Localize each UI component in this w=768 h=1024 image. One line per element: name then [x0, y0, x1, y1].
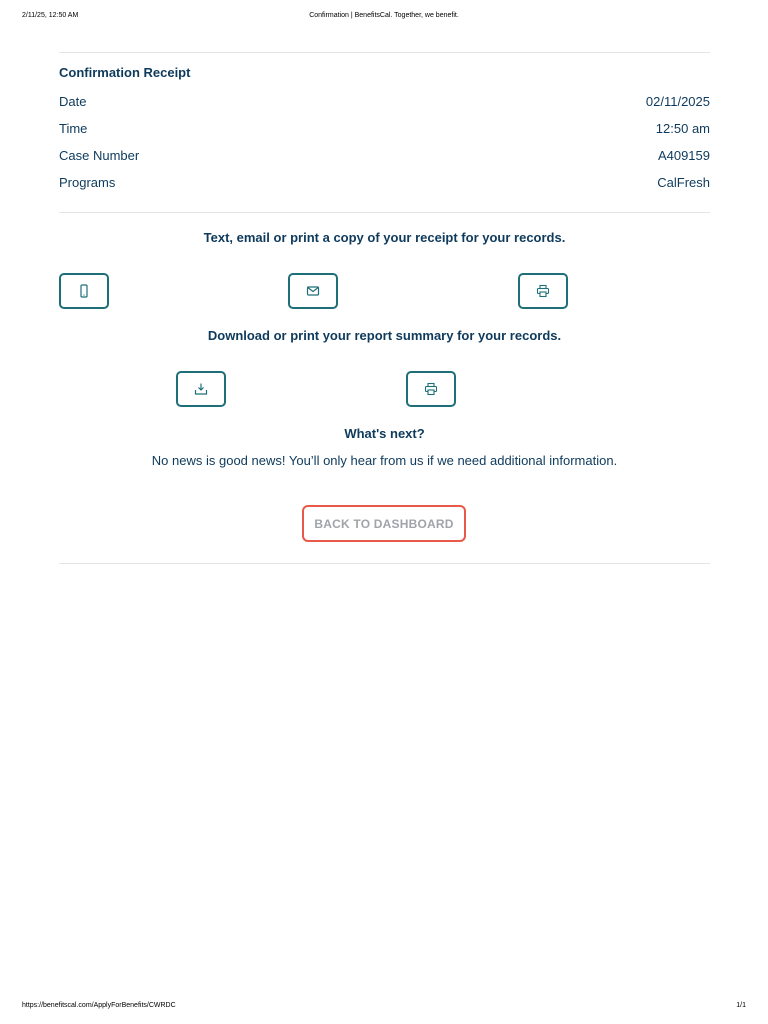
- print-summary-button[interactable]: [406, 371, 456, 407]
- top-divider: [59, 52, 710, 53]
- receipt-label: Programs: [59, 175, 116, 190]
- report-summary-heading: Download or print your report summary for your records.: [207, 328, 562, 343]
- receipt-label: Date: [59, 94, 87, 109]
- receipt-value: 12:50 am: [655, 121, 710, 136]
- whats-next-text: No news is good news! You’ll only hear from us if we need additional information.: [151, 453, 618, 468]
- print-datetime: 2/11/25, 12:50 AM: [22, 12, 79, 19]
- download-summary-button[interactable]: [176, 371, 226, 407]
- print-page-title: Confirmation | BenefitsCal. Together, we benefit.: [309, 12, 459, 19]
- mobile-phone-icon: [77, 284, 91, 298]
- printer-icon: [536, 284, 550, 298]
- receipt-label: Case Number: [59, 148, 140, 163]
- email-receipt-button[interactable]: [288, 273, 338, 309]
- receipt-label: Time: [59, 121, 88, 136]
- print-page-count: 1/1: [736, 1002, 746, 1009]
- print-header: [22, 12, 746, 22]
- receipt-details: [59, 88, 710, 196]
- envelope-icon: [306, 284, 320, 298]
- receipt-divider: [59, 212, 710, 213]
- receipt-value: A409159: [657, 148, 710, 163]
- whats-next-heading: What's next?: [344, 426, 425, 441]
- print-footer: [22, 1002, 746, 1012]
- back-to-dashboard-button[interactable]: BACK TO DASHBOARD: [302, 505, 466, 542]
- confirmation-content: [59, 52, 710, 213]
- print-url: https://benefitscal.com/ApplyForBenefits/CWRDC: [22, 1002, 176, 1009]
- receipt-row-case-number: [59, 142, 710, 169]
- text-receipt-button[interactable]: [59, 273, 109, 309]
- receipt-title: Confirmation Receipt: [59, 65, 191, 80]
- bottom-divider: [59, 563, 710, 564]
- receipt-value: CalFresh: [657, 175, 710, 190]
- printer-icon: [424, 382, 438, 396]
- download-icon: [194, 382, 208, 396]
- receipt-value: 02/11/2025: [645, 94, 710, 109]
- receipt-row-programs: [59, 169, 710, 196]
- print-receipt-button[interactable]: [518, 273, 568, 309]
- receipt-row-date: [59, 88, 710, 115]
- copy-receipt-heading: Text, email or print a copy of your receipt for your records.: [203, 230, 566, 245]
- receipt-row-time: [59, 115, 710, 142]
